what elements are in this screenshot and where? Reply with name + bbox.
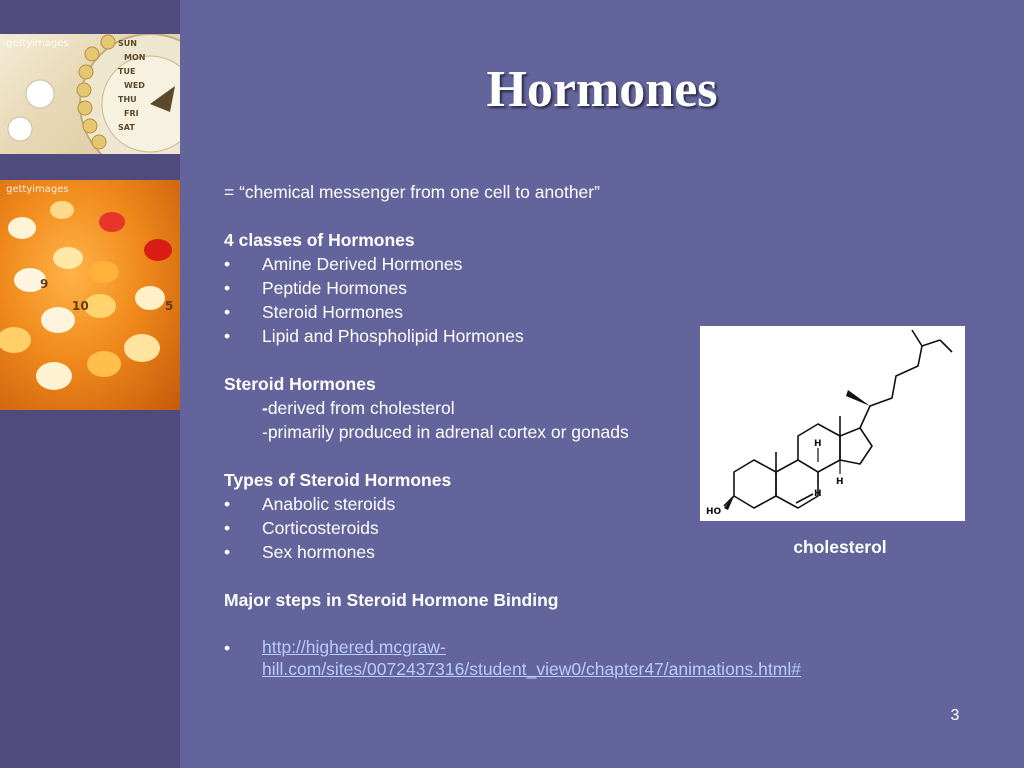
weekday-label: FRI	[124, 109, 139, 118]
bullet-icon: •	[224, 254, 231, 274]
list-item-text: Sex hormones	[262, 542, 375, 562]
list-item	[224, 300, 694, 324]
page-number: 3	[950, 707, 960, 724]
weekday-label: SAT	[118, 123, 135, 132]
list-item-text: Anabolic steroids	[262, 494, 396, 514]
h-label: H	[836, 477, 844, 487]
cholesterol-molecule-diagram	[700, 326, 965, 521]
slide-title: Hormones	[486, 61, 718, 118]
steroid-detail	[224, 396, 694, 420]
bullet-icon: •	[224, 278, 231, 298]
cholesterol-structure	[700, 326, 965, 521]
steroid-detail-text: derived from cholesterol	[267, 398, 455, 418]
weekday-label: TUE	[118, 67, 136, 76]
left-sidebar	[0, 0, 180, 768]
weekday-label: SUN	[118, 39, 137, 48]
birth-control-pack-photo	[0, 34, 180, 154]
dash-mark: -	[262, 398, 268, 418]
bullet-icon: •	[224, 326, 231, 346]
photo-watermark: gettyimages	[6, 184, 69, 195]
definition-text: = “chemical messenger from one cell to another”	[224, 182, 600, 202]
list-item	[224, 540, 694, 564]
pill-number-label: 9	[40, 277, 49, 291]
bullet-icon: •	[224, 638, 231, 658]
list-item	[224, 516, 694, 540]
weekday-label: WED	[124, 81, 145, 90]
bullet-icon: •	[224, 302, 231, 322]
list-item	[224, 636, 801, 680]
list-item-text: Amine Derived Hormones	[262, 254, 463, 274]
list-item-text: Peptide Hormones	[262, 278, 407, 298]
pills-photo	[0, 180, 180, 410]
ho-label: HO	[706, 507, 722, 517]
steroid-detail: -primarily produced in adrenal cortex or gonads	[262, 422, 629, 442]
pill-pack-illustration	[0, 34, 180, 154]
animation-link[interactable]: http://highered.mcgraw-hill.com/sites/0072437316/student_view0/chapter47/animations.html#	[262, 637, 801, 679]
photo-watermark: gettyimages	[6, 38, 69, 49]
list-item-text: Steroid Hormones	[262, 302, 404, 322]
bullet-icon: •	[224, 494, 231, 514]
pill-number-label: 10	[72, 299, 89, 313]
slide-content	[224, 180, 801, 680]
h-label: H	[814, 489, 822, 499]
pill-number-label: 5	[165, 299, 174, 313]
types-heading: Types of Steroid Hormones	[224, 470, 452, 490]
pills-illustration	[0, 180, 180, 410]
binding-heading: Major steps in Steroid Hormone Binding	[224, 590, 559, 610]
bullet-icon: •	[224, 518, 231, 538]
list-item	[224, 252, 694, 276]
list-item	[224, 492, 694, 516]
weekday-label: MON	[124, 53, 146, 62]
list-item	[224, 276, 694, 300]
list-item-text: Lipid and Phospholipid Hormones	[262, 326, 524, 346]
list-item	[224, 324, 694, 348]
list-item-text: Corticosteroids	[262, 518, 379, 538]
classes-heading: 4 classes of Hormones	[224, 230, 415, 250]
bullet-icon: •	[224, 542, 231, 562]
steroid-heading: Steroid Hormones	[224, 374, 376, 394]
h-label: H	[814, 439, 822, 449]
figure-caption: cholesterol	[793, 537, 887, 557]
weekday-label: THU	[118, 95, 137, 104]
